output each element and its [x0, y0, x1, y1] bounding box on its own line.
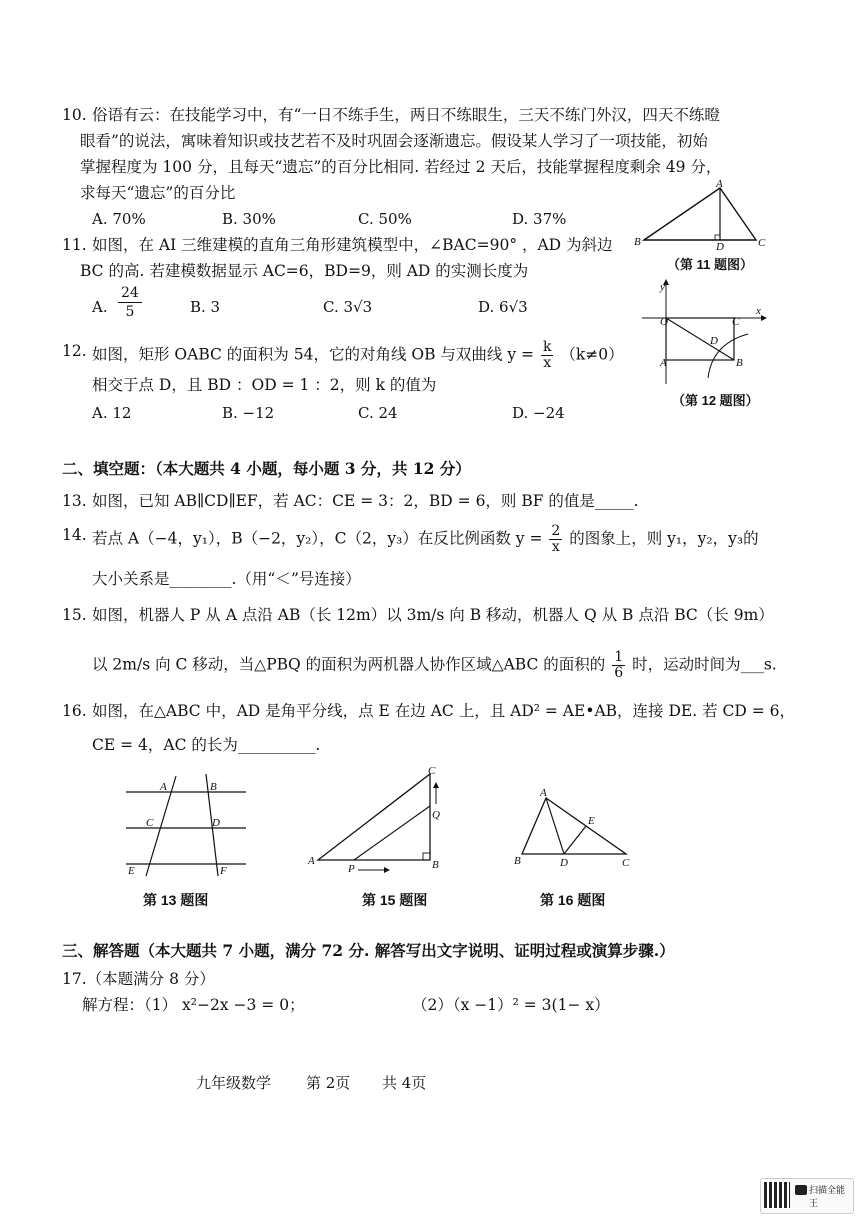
- q10-line2: 眼看”的说法，寓味着知识或技艺若不及时巩固会逐渐遗忘。假设某人学习了一项技能，初始: [80, 132, 708, 150]
- svg-text:A: A: [660, 357, 667, 369]
- q12-option-c: C. 24: [358, 404, 398, 422]
- figure-11-caption: （第 11 题图）: [667, 257, 753, 272]
- figure-15: [306, 764, 456, 876]
- q15-fraction: [612, 650, 625, 681]
- q15-line2-text: 以 2m/s 向 C 移动，当△PBQ 的面积为两机器人协作区域△ABC 的面积的: [92, 655, 606, 674]
- svg-text:B: B: [634, 236, 641, 248]
- q10-option-b: B. 30%: [222, 210, 276, 228]
- q14-line2: 大小关系是________.（用“＜”号连接）: [92, 570, 361, 588]
- q17-equation-2: （2）（x −1）² = 3(1− x）: [412, 996, 610, 1014]
- svg-text:B: B: [736, 357, 743, 369]
- q11-option-b: B. 3: [190, 298, 221, 316]
- q15-line1: 如图，机器人 P 从 A 点沿 AB（长 12m）以 3m/s 向 B 移动，机器人 Q 从 B 点沿 BC（长 9m）: [92, 606, 774, 624]
- q10-option-a: A. 70%: [92, 210, 146, 228]
- svg-text:P: P: [348, 863, 355, 875]
- q14-fraction-numerator: 2: [551, 523, 561, 539]
- svg-text:E: E: [128, 865, 135, 877]
- q10-line3: 掌握程度为 100 分，且每天“遗忘”的百分比相同. 若经过 2 天后，技能掌握程度剩余 49 分，: [80, 158, 722, 176]
- cs-logo-icon: [795, 1185, 807, 1195]
- q12-fraction-denominator: x: [541, 355, 553, 371]
- svg-text:A: A: [716, 180, 723, 190]
- figure-12: [636, 278, 768, 388]
- scanner-label: 扫描全能王: [809, 1185, 846, 1208]
- q12-line1: [92, 340, 624, 371]
- svg-text:D: D: [716, 241, 724, 250]
- q12-line1-condition: （k≠0）: [560, 345, 624, 364]
- svg-text:F: F: [220, 865, 227, 877]
- svg-text:O: O: [660, 316, 668, 328]
- q15-number: 15.: [62, 606, 87, 624]
- q10-number: 10.: [62, 106, 87, 124]
- q13-text: 如图，已知 AB∥CD∥EF，若 AC：CE = 3：2，BD = 6，则 BF 的值是_____.: [92, 492, 639, 510]
- q11-option-a-denominator: 5: [118, 302, 142, 321]
- q12-number: 12.: [62, 342, 87, 360]
- q12-line1-text: 如图，矩形 OABC 的面积为 54，它的对角线 OB 与双曲线 y =: [92, 345, 534, 364]
- svg-text:C: C: [146, 817, 154, 829]
- q11-option-a-fraction: [118, 284, 142, 321]
- q10-option-c: C. 50%: [358, 210, 412, 228]
- svg-text:C: C: [428, 765, 436, 777]
- svg-text:D: D: [710, 335, 718, 347]
- svg-text:y: y: [660, 281, 665, 293]
- q15-fraction-numerator: 1: [614, 649, 624, 665]
- q16-line2: CE = 4，AC 的长为__________.: [92, 736, 321, 754]
- svg-text:D: D: [212, 817, 220, 829]
- qr-code-icon: [764, 1182, 790, 1208]
- q12-option-b: B. −12: [222, 404, 275, 422]
- q12-option-d: D. −24: [512, 404, 565, 422]
- svg-text:D: D: [560, 857, 568, 869]
- svg-text:B: B: [432, 859, 439, 871]
- q17-heading: 17.（本题满分 8 分）: [62, 970, 215, 988]
- q13-number: 13.: [62, 492, 87, 510]
- q14-number: 14.: [62, 526, 87, 544]
- q11-option-a-numerator: 24: [121, 285, 139, 301]
- svg-text:C: C: [758, 237, 766, 249]
- q11-line2: BC 的高. 若建模数据显示 AC=6，BD=9，则 AD 的实测长度为: [80, 262, 529, 280]
- svg-text:x: x: [756, 305, 761, 317]
- scanner-watermark: [760, 1178, 854, 1214]
- q14-line1-end: 的图象上，则 y₁，y₂，y₃的: [569, 529, 759, 548]
- figure-13: [120, 770, 250, 880]
- svg-text:C: C: [732, 316, 740, 328]
- q16-number: 16.: [62, 702, 87, 720]
- q16-line1: 如图，在△ABC 中，AD 是角平分线，点 E 在边 AC 上，且 AD² = AE•AB，连接 DE. 若 CD = 6，: [92, 702, 795, 720]
- svg-text:B: B: [514, 855, 521, 867]
- q12-fraction: [541, 340, 553, 371]
- figure-16: [512, 784, 638, 874]
- svg-text:B: B: [210, 781, 217, 793]
- svg-text:C: C: [622, 857, 630, 869]
- q15-line2-end: 时，运动时间为___s.: [632, 655, 777, 674]
- q10-option-d: D. 37%: [512, 210, 567, 228]
- q14-fraction: [549, 524, 562, 555]
- footer-subject: 九年级数学: [196, 1074, 272, 1092]
- q14-line1-text: 若点 A（−4，y₁），B（−2，y₂），C（2，y₃）在反比例函数 y =: [92, 529, 543, 548]
- q15-line2: [92, 650, 777, 681]
- figure-15-caption: 第 15 题图: [362, 892, 428, 908]
- q11-option-c: C. 3√3: [323, 298, 373, 316]
- section-3-heading: 三、解答题（本大题共 7 小题，满分 72 分. 解答写出文字说明、证明过程或演算步骤.）: [62, 941, 675, 960]
- q11-option-a-label: A.: [92, 298, 108, 316]
- q17-equation-1: 解方程：（1） x²−2x −3 = 0；: [82, 996, 305, 1014]
- q10-line1: 俗语有云：在技能学习中，有“一日不练手生，两日不练眼生，三天不练门外汉，四天不练瞪: [92, 106, 720, 124]
- section-2-heading: 二、填空题：（本大题共 4 小题，每小题 3 分，共 12 分）: [62, 459, 471, 478]
- figure-11: [630, 180, 770, 250]
- figure-13-caption: 第 13 题图: [143, 892, 209, 908]
- footer-total: 共 4页: [382, 1074, 427, 1092]
- q11-number: 11.: [62, 236, 87, 254]
- svg-text:E: E: [588, 815, 595, 827]
- q10-line4: 求每天“遗忘”的百分比: [80, 184, 236, 202]
- q15-fraction-denominator: 6: [614, 665, 624, 681]
- q12-line2: 相交于点 D，且 BD ：OD = 1 ：2，则 k 的值为: [92, 376, 437, 394]
- svg-text:A: A: [160, 781, 167, 793]
- svg-text:A: A: [308, 855, 315, 867]
- q12-option-a: A. 12: [92, 404, 132, 422]
- q12-fraction-numerator: k: [542, 339, 552, 355]
- svg-text:A: A: [540, 787, 547, 799]
- figure-16-caption: 第 16 题图: [540, 892, 606, 908]
- footer-page: 第 2页: [306, 1074, 351, 1092]
- q14-fraction-denominator: x: [549, 539, 562, 555]
- q11-line1: 如图，在 AI 三维建模的直角三角形建筑模型中，∠BAC=90° ，AD 为斜边: [92, 236, 613, 254]
- figure-12-caption: （第 12 题图）: [672, 393, 759, 408]
- q11-option-d: D. 6√3: [478, 298, 528, 316]
- q14-line1: [92, 524, 759, 555]
- svg-text:Q: Q: [432, 809, 440, 821]
